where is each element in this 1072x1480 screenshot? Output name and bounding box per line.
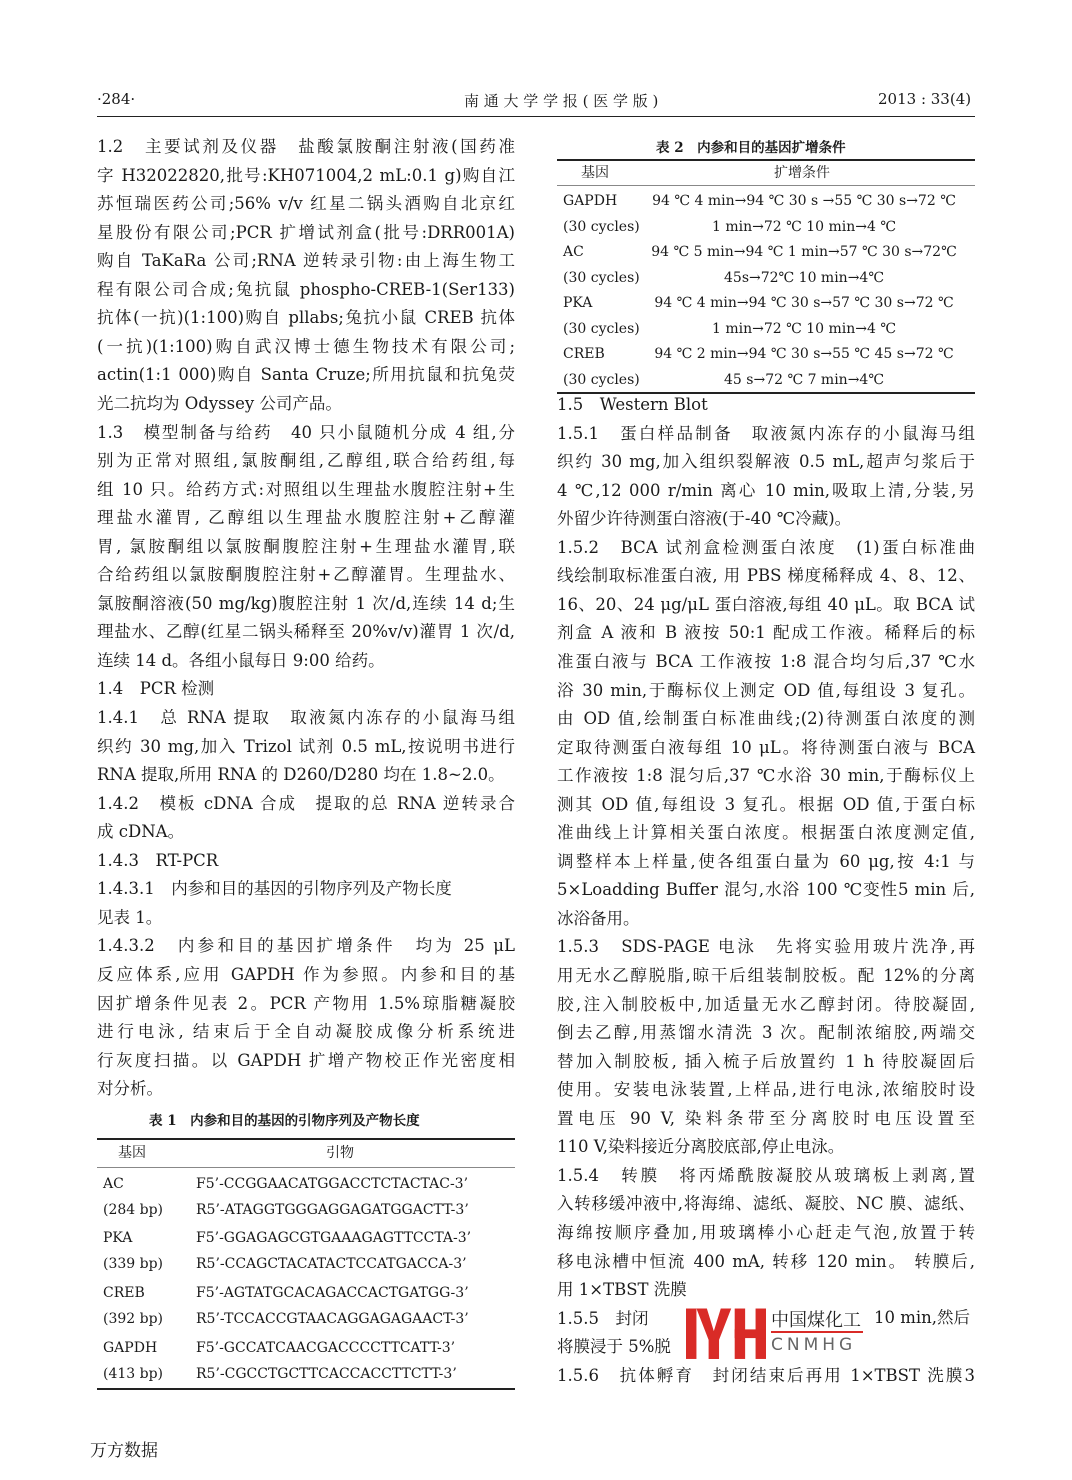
text-line: 字 H32022820,批号:KH071004,2 mL:0.1 g)购自江 (97, 165, 515, 185)
table1-caption: 表 1 内参和目的基因的引物序列及产物长度 (149, 1113, 420, 1129)
table1-cell-gene: (413 bp) (103, 1366, 164, 1382)
text-line: 倒去乙醇,用蒸馏水清洗 3 次。配制浓缩胶,两端交 (557, 1023, 975, 1043)
text-line: 将膜浸于 5%脱 (557, 1337, 671, 1357)
table2-cell-gene: (30 cycles) (563, 219, 640, 235)
text-line: 1.5.6 抗体孵育 封闭结束后再用 1×TBST 洗膜3 (557, 1365, 975, 1385)
text-line: 胶,注入制胶板中,加适量无水乙醇封闭。待胶凝固, (557, 994, 975, 1014)
journal-title: 南 通 大 学 学 报 ( 医 学 版 ) (464, 92, 659, 110)
text-line: 1.4 PCR 检测 (97, 679, 215, 699)
text-line: 测其 OD 值,每组设 3 复孔。根据 OD 值,于蛋白标 (557, 794, 975, 814)
text-line: 冰浴备用。 (557, 908, 640, 928)
text-line: 1.4.3.2 内参和目的基因扩增条件 均为 25 μL (97, 936, 515, 956)
text-line: 剂盒 A 液和 B 液按 50:1 配成工作液。稀释后的标 (557, 623, 975, 643)
text-line: 1.4.2 模板 cDNA 合成 提取的总 RNA 逆转录合 (97, 793, 515, 813)
table2-cell-value: 94 ℃ 4 min→94 ℃ 30 s →55 ℃ 30 s→72 ℃ (652, 193, 956, 209)
text-line: 氯胺酮溶液(50 mg/kg)腹腔注射 1 次/d,连续 14 d;生 (97, 593, 515, 613)
text-line: 1.5.3 SDS-PAGE 电泳 先将实验用玻片洗净,再 (557, 937, 975, 957)
text-line: 移电泳槽中恒流 400 mA, 转移 120 min。 转膜后, (557, 1251, 975, 1271)
table1-top-rule (97, 1138, 515, 1140)
text-line: 入转移缓冲液中,将海绵、滤纸、凝胶、NC 膜、滤纸、 (557, 1194, 975, 1214)
table1-cell-gene: (392 bp) (103, 1311, 164, 1327)
text-line: 工作液按 1:8 混匀后,37 ℃水浴 30 min,于酶标仪上 (557, 766, 975, 786)
table1-cell-value: R5’-ATAGGTGGGAGGAGATGGACTT-3’ (196, 1202, 469, 1218)
text-line: 光二抗均为 Odyssey 公司产品。 (97, 393, 342, 413)
text-line: 别为正常对照组,氯胺酮组,乙醇组,联合给药组,每 (97, 451, 515, 471)
text-line: 1.5.2 BCA 试剂盒检测蛋白浓度 (1)蛋白标准曲 (557, 537, 975, 557)
watermark-en: CNMHG (771, 1335, 857, 1355)
table2-bottom-rule (557, 392, 975, 394)
table1-cell-value: R5’-CGCCTGCTTCACCACCTTCTT-3’ (196, 1366, 457, 1382)
text-line: 准曲线上计算相关蛋白浓度。根据蛋白浓度测定值, (557, 823, 975, 843)
table2-cell-gene: AC (563, 244, 584, 260)
occluded-text: 10 min,然后 (874, 1308, 971, 1327)
table1-cell-value: F5’-AGTATGCACAGACCACTGATGG-3’ (196, 1285, 469, 1301)
text-line: 苏恒瑞医药公司;56% v/v 红星二锅头酒购自北京红 (97, 194, 515, 214)
watermark-logo (686, 1303, 868, 1361)
table1-cell-gene: CREB (103, 1285, 145, 1301)
text-line: 织约 30 mg,加入组织裂解液 0.5 mL,超声匀浆后于 (557, 452, 975, 472)
text-line: 胃, 氯胺酮组以氯胺酮腹腔注射+生理盐水灌胃,联 (97, 536, 515, 556)
text-line: 浴 30 min,于酶标仪上测定 OD 值,每组设 3 复孔。 (557, 680, 975, 700)
text-line: actin(1:1 000)购自 Santa Cruze;所用抗鼠和抗兔荧 (97, 365, 515, 385)
table2-cell-gene: PKA (563, 295, 593, 311)
table1-header-primer: 引物 (326, 1145, 354, 1161)
text-line: 海绵按顺序叠加,用玻璃棒小心赶走气泡,放置于转 (557, 1222, 975, 1242)
text-line: 使用。安装电泳装置,上样品,进行电泳,浓缩胶时设 (557, 1080, 975, 1100)
text-line: 1.5.5 封闭 (557, 1308, 649, 1328)
text-line: 对分析。 (97, 1079, 163, 1099)
table1-header-rule (97, 1167, 515, 1168)
text-line: 理盐水灌胃, 乙醇组以生理盐水腹腔注射+乙醇灌 (97, 508, 515, 528)
table2-header-rule (557, 185, 975, 186)
text-line: 1.4.1 总 RNA 提取 取液氮内冻存的小鼠海马组 (97, 708, 515, 727)
table1-cell-gene: GAPDH (103, 1340, 158, 1356)
text-line: 组 10 只。给药方式:对照组以生理盐水腹腔注射+生 (97, 479, 515, 499)
table2-cell-value: 94 ℃ 2 min→94 ℃ 30 s→55 ℃ 45 s→72 ℃ (654, 346, 954, 362)
text-line: 4 ℃,12 000 r/min 离心 10 min,吸取上清,分装,另 (557, 480, 975, 500)
table1-cell-value: F5’-GCCATCAACGACCCCTTCATT-3’ (196, 1340, 456, 1356)
watermark-rule (771, 1331, 863, 1333)
text-line: RNA 提取,所用 RNA 的 D260/D280 均在 1.8~2.0。 (97, 765, 505, 785)
footer-source: 万方数据 (90, 1441, 158, 1461)
text-line: 1.4.3.1 内参和目的基因的引物序列及产物长度 (97, 879, 452, 899)
text-line: 外留少许待测蛋白溶液(于-40 ℃冷藏)。 (557, 509, 852, 529)
text-line: 进行电泳, 结束后于全自动凝胶成像分析系统进 (97, 1022, 515, 1042)
table2-cell-value: 94 ℃ 4 min→94 ℃ 30 s→57 ℃ 30 s→72 ℃ (654, 295, 954, 311)
text-line: 1.5.4 转膜 将丙烯酰胺凝胶从玻璃板上剥离,置 (557, 1165, 975, 1185)
table1-cell-value: R5’-TCCACCGTAACAGGAGAGAACT-3’ (196, 1311, 469, 1327)
table1-cell-gene: (339 bp) (103, 1256, 164, 1272)
text-line: 因扩增条件见表 2。PCR 产物用 1.5%琼脂糖凝胶 (97, 993, 515, 1013)
table1-cell-gene: AC (103, 1176, 124, 1192)
text-line: 1.5.1 蛋白样品制备 取液氮内冻存的小鼠海马组 (557, 423, 975, 443)
table2-cell-value: 45s→72℃ 10 min→4℃ (724, 270, 884, 286)
watermark-cn: 中国煤化工 (771, 1310, 861, 1331)
text-line: 用无水乙醇脱脂,晾干后组装制胶板。配 12%的分离 (557, 966, 975, 985)
text-line: 110 V,染料接近分离胶底部,停止电泳。 (557, 1137, 845, 1157)
text-line: 准蛋白液与 BCA 工作液按 1:8 混合均匀后,37 ℃水 (557, 651, 975, 671)
text-line: 调整样本上样量,使各组蛋白量为 60 μg,按 4:1 与 (557, 851, 975, 871)
text-line: (一抗)(1:100)购自武汉博士德生物技术有限公司; (97, 336, 515, 356)
table1-cell-value: R5’-CCAGCTACATACTCCATGACCA-3’ (196, 1256, 467, 1272)
table1-cell-gene: (284 bp) (103, 1202, 164, 1218)
table2-cell-gene: (30 cycles) (563, 270, 640, 286)
table2-header-condition: 扩增条件 (774, 165, 830, 181)
text-line: 购自 TaKaRa 公司;RNA 逆转录引物:由上海生物工 (97, 251, 515, 271)
table2-header-gene: 基因 (581, 165, 609, 181)
text-line: 置电压 90 V, 染料条带至分离胶时电压设置至 (557, 1108, 975, 1128)
table2-cell-value: 1 min→72 ℃ 10 min→4 ℃ (711, 321, 897, 337)
cnmhg-logo-icon (686, 1305, 766, 1359)
text-line: 定取待测蛋白液每组 10 μL。将待测蛋白液与 BCA (557, 737, 975, 757)
text-line: 成 cDNA。 (97, 822, 185, 842)
text-line: 16、20、24 μg/μL 蛋白溶液,每组 40 μL。取 BCA 试 (557, 594, 975, 614)
table2-cell-gene: CREB (563, 346, 605, 362)
text-line: 1.3 模型制备与给药 40 只小鼠随机分成 4 组,分 (97, 422, 515, 442)
text-line: 抗体(一抗)(1:100)购自 pllabs;兔抗小鼠 CREB 抗体 (97, 308, 515, 328)
table1-cell-value: F5’-GGAGAGCGTGAAAGAGTTCCTA-3’ (196, 1230, 472, 1246)
table1-cell-gene: PKA (103, 1230, 133, 1246)
table2-caption: 表 2 内参和目的基因扩增条件 (656, 140, 846, 156)
table2-cell-gene: (30 cycles) (563, 372, 640, 388)
table2-cell-value: 45 s→72 ℃ 7 min→4℃ (724, 372, 884, 388)
header-rule (97, 116, 975, 117)
text-line: 用 1×TBST 洗膜 (557, 1280, 687, 1300)
table2-cell-value: 1 min→72 ℃ 10 min→4 ℃ (711, 219, 897, 235)
table1-header-gene: 基因 (118, 1145, 146, 1161)
table2-top-rule (557, 159, 975, 161)
text-line: 星股份有限公司;PCR 扩增试剂盒(批号:DRR001A) (97, 222, 515, 242)
text-line: 程有限公司合成;兔抗鼠 phospho-CREB-1(Ser133) (97, 279, 515, 299)
text-line: 1.4.3 RT-PCR (97, 850, 219, 870)
page-number: ·284· (97, 90, 136, 108)
table2-cell-gene: GAPDH (563, 193, 618, 209)
text-line: 反应体系,应用 GAPDH 作为参照。内参和目的基 (97, 964, 515, 984)
text-line: 理盐水、乙醇(红星二锅头稀释至 20%v/v)灌胃 1 次/d, (97, 622, 515, 642)
issue-info: 2013 : 33(4) (878, 90, 972, 108)
text-line: 织约 30 mg,加入 Trizol 试剂 0.5 mL,按说明书进行 (97, 736, 515, 756)
table1-cell-value: F5’-CCGGAACATGGACCTCTACTAC-3’ (196, 1176, 469, 1192)
text-line: 行灰度扫描。以 GAPDH 扩增产物校正作光密度相 (97, 1050, 515, 1070)
text-line: 合给药组以氯胺酮腹腔注射+乙醇灌胃。生理盐水、 (97, 565, 515, 585)
text-line: 替加入制胶板, 插入梳子后放置约 1 h 待胶凝固后 (557, 1051, 975, 1071)
table1-bottom-rule (97, 1388, 515, 1390)
text-line: 1.2 主要试剂及仪器 盐酸氯胺酮注射液(国药准 (97, 137, 515, 156)
text-line: 1.5 Western Blot (557, 395, 708, 414)
table2-cell-value: 94 ℃ 5 min→94 ℃ 1 min→57 ℃ 30 s→72℃ (651, 244, 957, 260)
text-line: 5×Loadding Buffer 混匀,水浴 100 ℃变性5 min 后, (557, 880, 975, 900)
table2-cell-gene: (30 cycles) (563, 321, 640, 337)
text-line: 连续 14 d。各组小鼠每日 9:00 给药。 (97, 650, 385, 670)
text-line: 由 OD 值,绘制蛋白标准曲线;(2)待测蛋白浓度的测 (557, 709, 975, 729)
text-line: 线绘制取标准蛋白液, 用 PBS 梯度稀释成 4、8、12、 (557, 566, 975, 586)
text-line: 见表 1。 (97, 907, 163, 927)
